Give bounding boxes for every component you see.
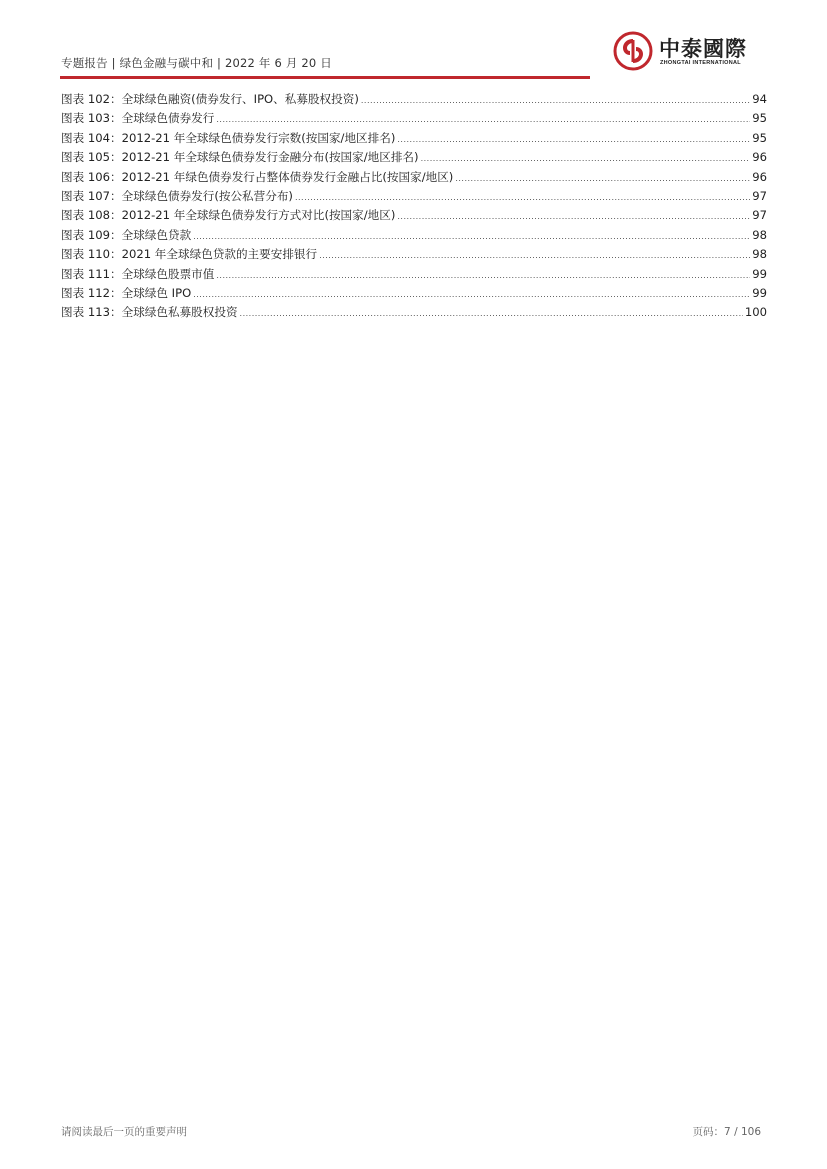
logo-english-name: ZHONGTAI INTERNATIONAL [660, 60, 741, 66]
toc-leader-dots [193, 227, 750, 246]
toc-entry[interactable] [61, 109, 767, 128]
toc-entry-label: 图表 110：2021 年全球绿色贷款的主要安排银行 [61, 247, 318, 262]
toc-leader-dots [216, 110, 750, 129]
toc-leader-dots [295, 188, 750, 207]
toc-entry[interactable] [61, 265, 767, 284]
toc-entry-page: 99 [752, 266, 767, 281]
toc-entry-page: 94 [752, 92, 767, 106]
toc-entry-label: 图表 107：全球绿色债券发行(按公私营分布) [61, 188, 293, 203]
toc-entry-page: 97 [752, 188, 767, 203]
toc-entry-label: 图表 105：2012-21 年全球绿色债券发行金融分布(按国家/地区排名) [61, 150, 419, 165]
toc-entry-label: 图表 106：2012-21 年绿色债券发行占整体债券发行金融占比(按国家/地区) [61, 169, 454, 184]
toc-entry[interactable] [61, 148, 767, 167]
toc-entry-label: 图表 112：全球绿色 IPO [61, 285, 192, 300]
toc-entry-page: 99 [752, 285, 767, 300]
toc-leader-dots [455, 169, 750, 188]
toc-leader-dots [397, 207, 750, 226]
toc-entry[interactable] [61, 168, 767, 187]
toc-entry-page: 95 [752, 111, 767, 126]
toc-entry-label: 图表 104：2012-21 年全球绿色债券发行宗数(按国家/地区排名) [61, 130, 396, 145]
toc-entry[interactable] [61, 303, 767, 322]
toc-leader-dots [421, 149, 751, 168]
toc-entry[interactable] [61, 245, 767, 264]
toc-entry-page: 96 [752, 169, 767, 184]
toc-leader-dots [193, 285, 750, 304]
toc-leader-dots [319, 246, 750, 265]
toc-entry-label: 图表 109：全球绿色贷款 [61, 227, 192, 242]
toc-entry-label: 图表 102：全球绿色融资(债券发行、IPO、私募股权投资) [61, 92, 359, 106]
toc-entry-page: 100 [744, 305, 767, 320]
toc-leader-dots [240, 304, 743, 323]
header-divider [60, 76, 590, 79]
toc-entry[interactable] [61, 90, 767, 109]
toc-entry-label: 图表 111：全球绿色股票市值 [61, 266, 215, 281]
disclaimer-note: 请阅读最后一页的重要声明 [61, 1126, 187, 1138]
zhongtai-logo-icon [613, 31, 653, 71]
toc-entry[interactable] [61, 226, 767, 245]
toc-entry-page: 97 [752, 208, 767, 223]
toc-entry-page: 95 [752, 130, 767, 145]
toc-entry-label: 图表 113：全球绿色私募股权投资 [61, 305, 238, 320]
toc-entry[interactable] [61, 129, 767, 148]
table-of-figures [61, 90, 767, 323]
toc-entry-page: 98 [752, 247, 767, 262]
toc-leader-dots [216, 266, 750, 285]
toc-entry[interactable] [61, 206, 767, 225]
toc-entry[interactable] [61, 187, 767, 206]
toc-entry[interactable] [61, 284, 767, 303]
toc-leader-dots [397, 130, 750, 149]
page-number: 页码：7 / 106 [692, 1126, 761, 1138]
toc-entry-page: 96 [752, 150, 767, 165]
logo-chinese-name: 中泰國際 [659, 37, 747, 61]
company-logo [613, 31, 753, 73]
toc-entry-label: 图表 103：全球绿色债券发行 [61, 111, 215, 126]
toc-entry-label: 图表 108：2012-21 年全球绿色债券发行方式对比(按国家/地区) [61, 208, 396, 223]
toc-leader-dots [361, 91, 750, 110]
toc-entry-page: 98 [752, 227, 767, 242]
report-header: 专题报告 | 绿色金融与碳中和 | 2022 年 6 月 20 日 [61, 56, 332, 70]
